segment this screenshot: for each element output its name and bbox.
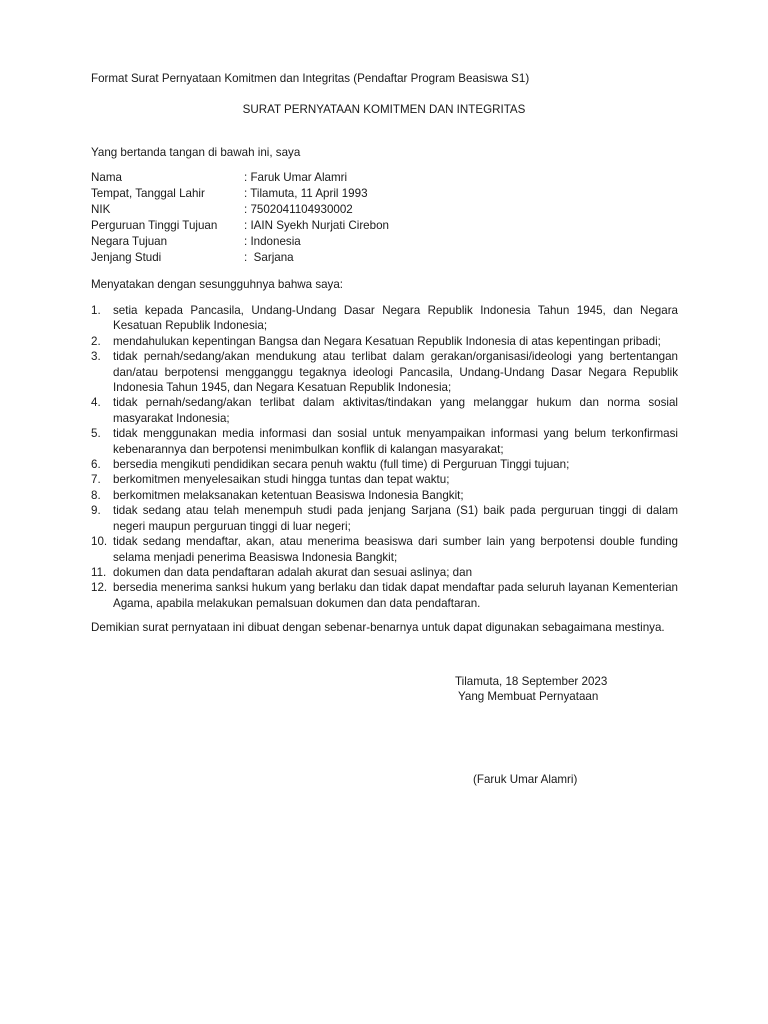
identity-value: : Tilamuta, 11 April 1993 [244,187,368,200]
commitment-text: tidak menggunakan media informasi dan sosial untuk menyampaikan informasi yang belum terkonfirmasi kebenarannya dan berpotensi menimbulkan konflik di kalangan masyarakat; [113,427,678,456]
commitment-item [91,580,678,611]
commitment-item [91,488,678,503]
commitment-list [91,303,678,611]
commitment-number: 4. [91,396,101,410]
commitment-item [91,334,678,349]
commitment-item [91,426,678,457]
commitment-number: 10. [91,535,108,549]
commitment-text: bersedia menerima sanksi hukum yang berlaku dan tidak dapat mendaftar pada seluruh layanan Kementerian Agama, apabila melakukan pemalsuan dokumen dan data pendaftaran. [113,581,678,610]
commitment-item [91,503,678,534]
signer-title: Yang Membuat Pernyataan [458,690,599,703]
identity-row-birth [91,186,389,202]
commitment-item [91,457,678,472]
identity-label: Tempat, Tanggal Lahir [91,187,205,200]
identity-row-country [91,234,389,250]
commitment-text: mendahulukan kepentingan Bangsa dan Negara Kesatuan Republik Indonesia di atas kepentingan pribadi; [113,334,661,348]
identity-block [91,170,389,266]
intro-text: Yang bertanda tangan di bawah ini, saya [91,146,301,159]
identity-label: Nama [91,171,122,184]
commitment-number: 5. [91,427,101,441]
commitment-number: 9. [91,504,101,518]
identity-value: : Indonesia [244,235,301,248]
identity-row-level [91,250,389,266]
commitment-number: 7. [91,473,101,487]
commitment-item [91,303,678,334]
commitment-text: tidak pernah/sedang/akan mendukung atau terlibat dalam gerakan/organisasi/ideologi yang bertentangan dan/atau berpotensi mengganggu tegaknya ideologi Pancasila, Undang-Undang Dasar Negara Republik Indonesia Tahun 1945, dan Negara Kesatuan Republik Indonesia; [113,350,678,395]
commitment-number: 2. [91,334,101,348]
identity-row-name [91,170,389,186]
identity-label: Perguruan Tinggi Tujuan [91,219,218,232]
identity-value: : Sarjana [244,251,294,264]
commitment-item [91,472,678,487]
commitment-number: 11. [91,565,107,579]
commitment-number: 12. [91,581,108,595]
commitment-text: berkomitmen melaksanakan ketentuan Beasiswa Indonesia Bangkit; [113,488,464,502]
identity-value: : IAIN Syekh Nurjati Cirebon [244,219,389,232]
commitment-number: 1. [91,304,101,317]
commitment-number: 8. [91,488,101,502]
commitment-text: bersedia mengikuti pendidikan secara penuh waktu (full time) di Perguruan Tinggi tujuan; [113,458,570,472]
commitment-text: dokumen dan data pendaftaran adalah akurat dan sesuai aslinya; dan [113,565,473,579]
identity-value: : 7502041104930002 [244,203,353,216]
commitment-text: tidak sedang atau telah menempuh studi pada jenjang Sarjana (S1) baik pada perguruan tinggi di dalam negeri maupun perguruan tinggi di luar negeri; [113,504,678,533]
commitment-item [91,565,678,580]
identity-label: NIK [91,203,111,216]
identity-row-university [91,218,389,234]
commitment-item [91,395,678,426]
commitment-text: setia kepada Pancasila, Undang-Undang Dasar Negara Republik Indonesia Tahun 1945, dan Negara Kesatuan Republik Indonesia; [113,304,678,333]
declaration-intro: Menyatakan dengan sesungguhnya bahwa saya: [91,278,344,291]
commitment-number: 3. [91,350,101,364]
commitment-number: 6. [91,458,101,472]
commitment-item [91,534,678,565]
signer-name: (Faruk Umar Alamri) [473,773,578,786]
commitment-text: tidak sedang mendaftar, akan, atau menerima beasiswa dari sumber lain yang berpotensi double funding selama menjadi penerima Beasiswa Indonesia Bangkit; [113,535,678,564]
identity-label: Jenjang Studi [91,251,162,264]
place-date: Tilamuta, 18 September 2023 [455,675,608,688]
document-title: SURAT PERNYATAAN KOMITMEN DAN INTEGRITAS [242,103,526,116]
document-format-heading: Format Surat Pernyataan Komitmen dan Integritas (Pendaftar Program Beasiswa S1) [91,72,530,85]
closing-paragraph: Demikian surat pernyataan ini dibuat dengan sebenar-benarnya untuk dapat digunakan sebagaimana mestinya. [91,621,665,634]
commitment-item [91,349,678,395]
identity-value: : Faruk Umar Alamri [244,171,348,184]
commitment-text: berkomitmen menyelesaikan studi hingga tuntas dan tepat waktu; [113,473,450,487]
identity-label: Negara Tujuan [91,235,168,248]
commitment-text: tidak pernah/sedang/akan terlibat dalam aktivitas/tindakan yang melanggar hukum dan norma sosial masyarakat Indonesia; [113,396,678,425]
identity-row-nik [91,202,389,218]
